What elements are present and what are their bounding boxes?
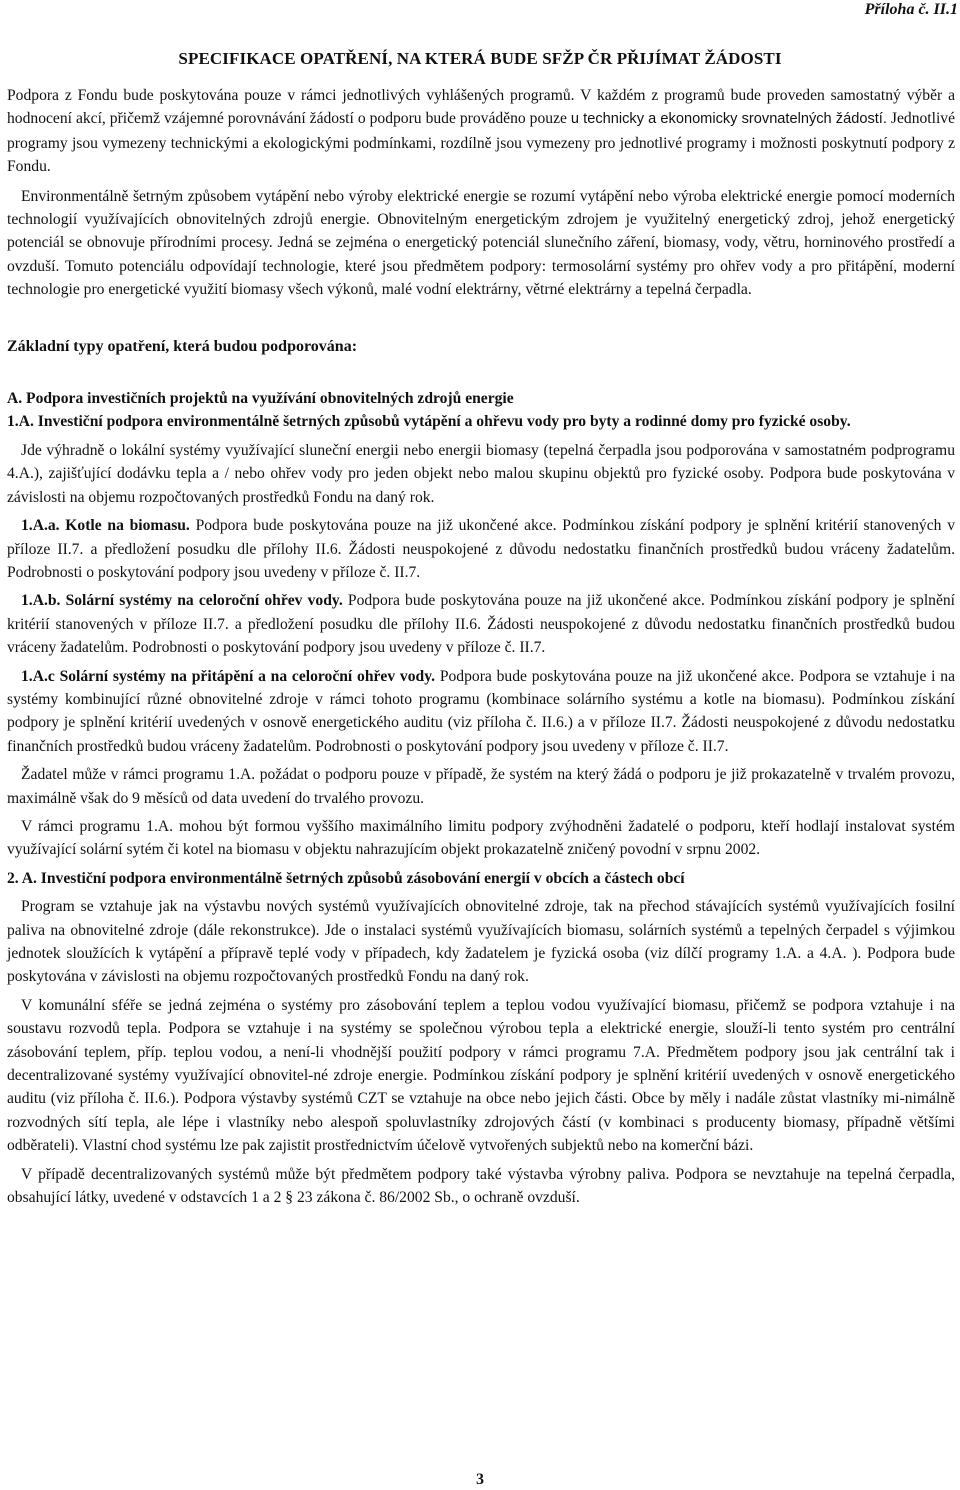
- section-1ac-text: Podpora bude poskytována pouze na již ukončené akce. Podpora se vztahuje i na systémy kombinující různé obnovitelné zdroje v rámci tohoto programu (kombinace solárního systému a kotle na biomasu). Podmínkou získání podpory je splnění kritérií uvedených v osnově energetického auditu (viz příloha č. II.6.) a v příloze II.7. Žádosti neuspokojené z důvodu nedostatku finančních prostředků budou vráceny žadatelům. Podrobnosti o poskytování podpory jsou uvedeny v příloze č. II.7.: [7, 667, 955, 755]
- section-2a-p1: Program se vztahuje jak na výstavbu nových systémů využívajících obnovitelné zdroje, tak na přechod stávajících systémů využívajících fosilní paliva na obnovitelné zdroje (dále rekonstrukce). Jde o instalaci systémů využívajících biomasu, solárních systémů a tepelných čerpadel s výjimkou jednotek sloužících k vytápění a přípravě teplé vody v případech, kdy žadatelem je fyzická osoba (viz dílčí programy 1.A. a 4.A. ). Podpora bude poskytována v závislosti na objemu rozpočtovaných prostředků Fondu na daný rok.: [7, 898, 955, 986]
- limit-paragraph: V rámci programu 1.A. mohou být formou vyššího maximálního limitu podpory zvýhodněni žadatelé o podporu, kteří hodlají instalovat systém využívající solární sytém či kotel na biomasu v objektu nahrazujícím objekt prokazatelně zničený povodní v srpnu 2002.: [7, 817, 955, 859]
- section-1ab-title: 1.A.b. Solární systémy na celoroční ohřev vody.: [21, 592, 343, 610]
- section-1aa: [7, 514, 955, 584]
- applicant-paragraph: Žadatel může v rámci programu 1.A. požádat o podporu pouze v případě, že systém na který žádá o podporu je již prokazatelně v trvalém provozu, maximálně však do 9 měsíců od data uvedení do trvalého provozu.: [7, 766, 955, 807]
- section-1ab: [7, 589, 955, 659]
- section-heading-a: A. Podpora investičních projektů na využívání obnovitelných zdrojů energie: [7, 390, 514, 408]
- section-2a-p3: V případě decentralizovaných systémů může být předmětem podpory také výstavba výrobny paliva. Podpora se nevztahuje na tepelná čerpadla, obsahující látky, uvedené v odstavcích 1 a 2 § 23 zákona č. 86/2002 Sb., o ochraně ovzduší.: [7, 1165, 955, 1207]
- section-2a-p2: V komunální sféře se jedná zejména o systémy pro zásobování teplem a teplou vodou využívající biomasu, přičemž se podpora vztahuje i na soustavu rozvodů tepla. Podpora se vztahuje i na systémy se společnou výrobou tepla a elektrické energie, slouží-li tento systém pro centrální zásobování teplem, příp. teplou vodou, a není-li vhodnější použití podpory v rámci programu 7.A. Předmětem podpory jsou jak centrální tak i decentralizované systémy využívající obnovitel-né zdroje energie. Podmínkou získání podpory je splnění kritérií uvedených v osnově energetického auditu (viz příloha č. II.6.). Podpora výstavby systémů CZT se vztahuje na obce nebo jejich části. Obce by měly i nadále zůstat vlastníky mi-nimálně rozvodných sítí tepla, ale lépe i vlastníky nebo alespoň spoluvlastníky zdrojových částí (v kombinaci s producenty biomasy, případně většími odběrateli). Vlastní chod systému lze pak zajistit prostřednictvím účelově vytvořených subjektů nebo na komerční bázi.: [7, 996, 955, 1155]
- definition-paragraph: Environmentálně šetrným způsobem vytápění nebo výroby elektrické energie se rozumí vytápění nebo výroba elektrické energie pomocí moderních technologií využívajících obnovitelných zdrojů energie. Obnovitelným energetickým zdrojem je využitelný energetický zdroj, jehož energetický potenciál se obnovuje přírodními procesy. Jedná se zejména o energetický potenciál slunečního záření, biomasy, vody, větru, horninového prostředí a ovzduší. Tomuto potenciálu odpovídají technologie, které jsou předmětem podpory: termosolární systémy pro ohřev vody a pro přitápění, moderní technologie pro energetické využití biomasy všech výkonů, malé vodní elektrárny, větrné elektrárny a tepelná čerpadla.: [7, 187, 955, 299]
- page-title: SPECIFIKACE OPATŘENÍ, NA KTERÁ BUDE SFŽP ČR PŘIJÍMAT ŽÁDOSTI: [178, 49, 782, 68]
- section-heading-2a: 2. A. Investiční podpora environmentálně šetrných způsobů zásobování energií v obcích a částech obcí: [7, 869, 685, 887]
- intro-paragraph: [7, 84, 955, 179]
- section-1aa-title: 1.A.a. Kotle na biomasu.: [21, 517, 190, 535]
- intro-sans-text: u technicky a ekonomicky srovnatelných žádostí.: [570, 111, 887, 128]
- intro-rest-text: Jednotlivé programy jsou vymezeny technickými a ekologickými podmínkami, rozdílně jsou vymezeny pro jednotlivé programy i možnosti poskytnutí podpory z Fondu.: [7, 110, 956, 176]
- page-number: 3: [476, 1471, 484, 1488]
- section-1aa-text: Podpora bude poskytována pouze na již ukončené akce. Podmínkou získání podpory je splnění kritérií stanovených v příloze II.7. a předložení posudku dle přílohy II.6. Žádosti neuspokojené z důvodu nedostatku finančních prostředků budou vráceny žadatelům. Podrobnosti o poskytování podpory jsou uvedeny v příloze č. II.7.: [7, 517, 955, 581]
- document-body: [7, 84, 955, 1209]
- intro-text: Podpora z Fondu bude poskytována pouze v rámci jednotlivých vyhlášených programů. V každém z programů bude proveden samostatný výběr a hodnocení akcí, přičemž vzájemné porovnávání žádostí o podporu bude prováděno pouze: [7, 87, 955, 128]
- section-heading-main: Základní typy opatření, která budou podporována:: [7, 337, 358, 355]
- section-1ac-title: 1.A.c Solární systémy na přitápění a na celoroční ohřev vody.: [21, 667, 436, 685]
- section-1a-intro: Jde výhradně o lokální systémy využívající sluneční energii nebo energii biomasy (tepelná čerpadla jsou podporována v samostatném podprogramu 4.A.), zajišťující dodávku tepla a / nebo ohřev vody pro jeden objekt nebo malou skupinu objektů pro fyzické osoby. Podpora bude poskytována v závislosti na objemu rozpočtovaných prostředků Fondu na daný rok.: [7, 441, 955, 506]
- section-heading-1a: 1.A. Investiční podpora environmentálně šetrných způsobů vytápění a ohřevu vody pro byty a rodinné domy pro fyzické osoby.: [7, 413, 851, 431]
- section-1ac: [7, 665, 955, 759]
- section-1ab-text: Podpora bude poskytována pouze na již ukončené akce. Podmínkou získání podpory je splnění kritérií stanovených v příloze II.7. a předložení posudku dle přílohy II.6. Žádosti neuspokojené z důvodu nedostatku finančních prostředků budou vráceny žadatelům. Podrobnosti o poskytování podpory jsou uvedeny v příloze č. II.7.: [7, 592, 955, 657]
- annex-label: Příloha č. II.1: [864, 1, 958, 18]
